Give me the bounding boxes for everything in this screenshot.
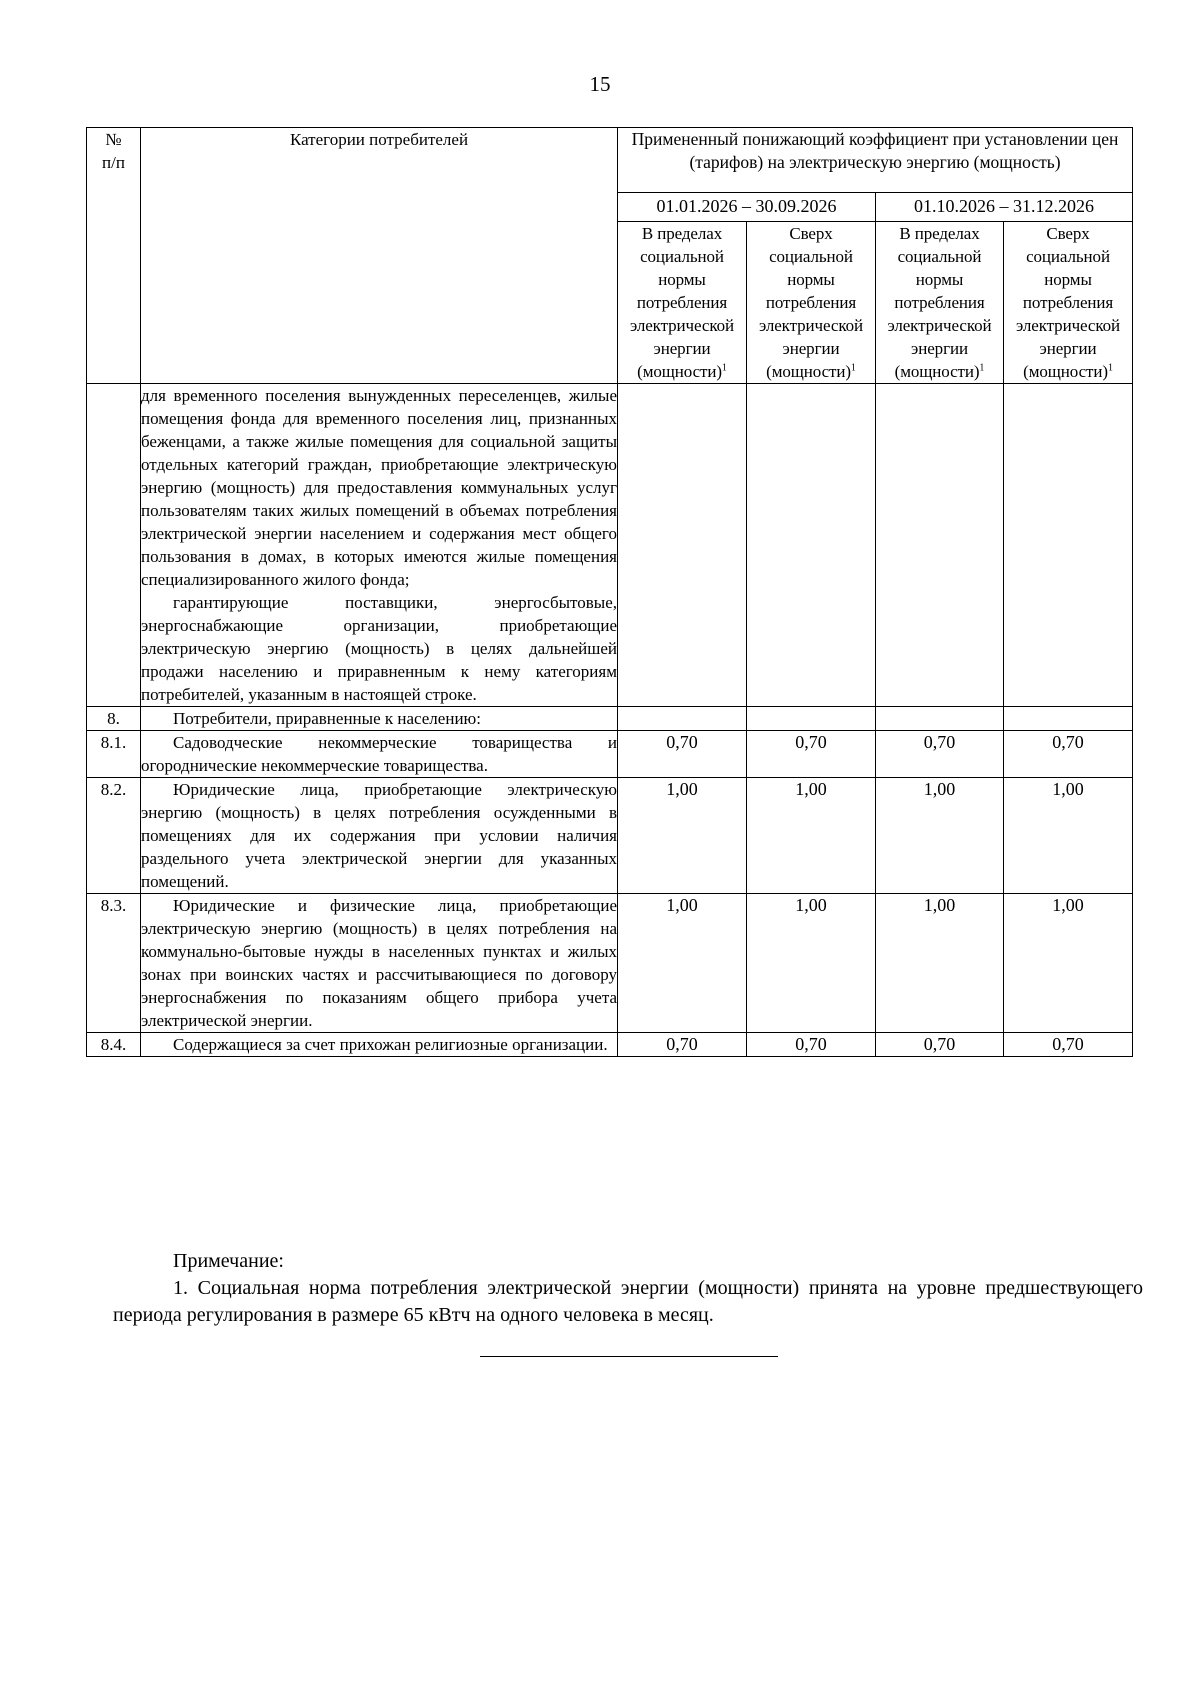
table-row (87, 731, 1133, 778)
value-cell: 0,70 (618, 1033, 747, 1057)
row-number: 8.1. (87, 731, 141, 778)
row-description (141, 778, 618, 894)
table-row (87, 778, 1133, 894)
header-within-norm-2 (876, 222, 1004, 384)
header-above-norm-text: Сверх социальной нормы потребления электрической энергии (мощности) (758, 224, 864, 381)
value-cell: 0,70 (747, 731, 876, 778)
header-period-2: 01.10.2026 – 31.12.2026 (876, 193, 1133, 222)
note-title: Примечание: (173, 1250, 284, 1272)
row-number (87, 384, 141, 707)
value-cell: 1,00 (747, 894, 876, 1033)
footnote-mark: 1 (721, 362, 727, 374)
row-description (141, 731, 618, 778)
note-text: 1. Социальная норма потребления электрической энергии (мощности) принята на уровне предшествующего периода регулирования в размере 65 кВтч на одного человека в месяц. (113, 1277, 1143, 1326)
table-row (87, 894, 1133, 1033)
header-within-norm-text: В пределах социальной нормы потребления электрической энергии (мощности) (887, 224, 992, 381)
row-text: Юридические и физические лица, приобретающие электрическую энергию (мощность) в целях потребления на коммунально-бытовые нужды в населенных пунктах и жилых зонах при воинских частях и рассчитывающиеся по договору энергоснабжения по показаниям общего прибора учета электрической энергии. (141, 896, 617, 1030)
continuation-paragraph-1: для временного поселения вынужденных переселенцев, жилые помещения фонда для временного поселения лиц, признанных беженцами, а также жилые помещения для социальной защиты отдельных категорий граждан, приобретающие электрическую энергию (мощность) для предоставления коммунальных услуг пользователям таких жилых помещений в объемах потребления электрической энергии населением и содержания мест общего пользования в домах, в которых имеются жилые помещения специализированного жилого фонда; (141, 386, 617, 589)
value-cell (618, 384, 747, 707)
value-cell (747, 384, 876, 707)
coefficient-table (86, 127, 1133, 1057)
header-number: № п/п (87, 128, 141, 384)
value-cell: 1,00 (1004, 778, 1133, 894)
value-cell: 1,00 (876, 894, 1004, 1033)
row-description (141, 1033, 618, 1057)
value-cell: 0,70 (876, 1033, 1004, 1057)
value-cell: 0,70 (876, 731, 1004, 778)
row-text: Юридические лица, приобретающие электрическую энергию (мощность) в целях потребления осужденными в помещениях для их содержания при условии наличия раздельного учета электрической энергии для указанных помещений. (141, 780, 617, 891)
row-number: 8. (87, 707, 141, 731)
value-cell: 1,00 (618, 778, 747, 894)
value-cell (747, 707, 876, 731)
header-category: Категории потребителей (141, 128, 618, 384)
row-text: Садоводческие некоммерческие товарищества и огороднические некоммерческие товарищества. (141, 733, 617, 775)
value-cell: 0,70 (747, 1033, 876, 1057)
row-description (141, 384, 618, 707)
value-cell (1004, 384, 1133, 707)
row-text: Потребители, приравненные к населению: (173, 709, 481, 728)
header-period-1: 01.01.2026 – 30.09.2026 (618, 193, 876, 222)
row-number: 8.4. (87, 1033, 141, 1057)
header-above-norm-text: Сверх социальной нормы потребления электрической энергии (мощности) (1015, 224, 1121, 381)
row-description (141, 707, 618, 731)
footnote-mark: 1 (1107, 362, 1113, 374)
footnote-mark: 1 (850, 362, 856, 374)
row-number: 8.3. (87, 894, 141, 1033)
value-cell: 0,70 (1004, 1033, 1133, 1057)
row-text: Содержащиеся за счет прихожан религиозные организации. (173, 1035, 608, 1054)
header-above-norm-1 (747, 222, 876, 384)
value-cell: 1,00 (747, 778, 876, 894)
value-cell: 1,00 (1004, 894, 1133, 1033)
closing-divider (480, 1356, 778, 1357)
table-row (87, 1033, 1133, 1057)
header-within-norm-1 (618, 222, 747, 384)
table-row-continuation (87, 384, 1133, 707)
value-cell (876, 384, 1004, 707)
page-number: 15 (589, 72, 611, 96)
note-block (113, 1248, 1143, 1329)
continuation-paragraph-2: гарантирующие поставщики, энергосбытовые, энергоснабжающие организации, приобретающие электрическую энергию (мощность) в целях дальнейшей продажи населению и приравненным к нему категориям потребителей, указанным в настоящей строке. (141, 593, 617, 704)
value-cell: 0,70 (618, 731, 747, 778)
row-description (141, 894, 618, 1033)
value-cell (1004, 707, 1133, 731)
header-coefficient: Примененный понижающий коэффициент при установлении цен (тарифов) на электрическую энергию (мощность) (618, 128, 1133, 193)
value-cell: 1,00 (618, 894, 747, 1033)
header-within-norm-text: В пределах социальной нормы потребления электрической энергии (мощности) (629, 224, 735, 381)
value-cell (876, 707, 1004, 731)
value-cell (618, 707, 747, 731)
value-cell: 1,00 (876, 778, 1004, 894)
value-cell: 0,70 (1004, 731, 1133, 778)
table-row (87, 707, 1133, 731)
row-number: 8.2. (87, 778, 141, 894)
footnote-mark: 1 (979, 362, 985, 374)
header-above-norm-2 (1004, 222, 1133, 384)
